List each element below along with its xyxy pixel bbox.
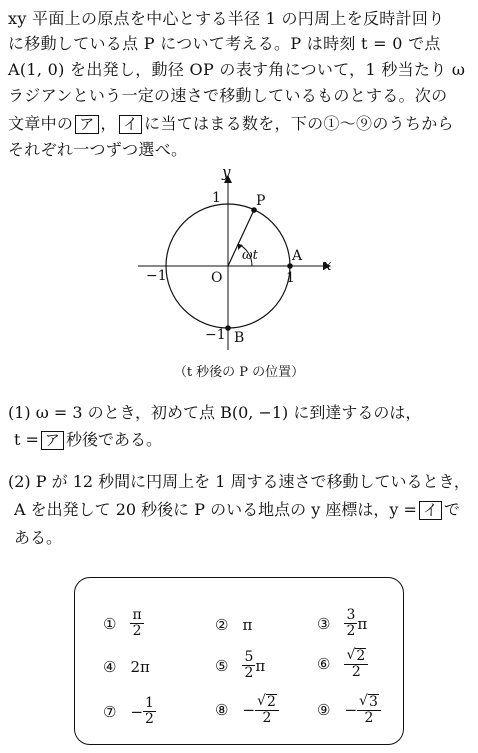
choice-6-root-sign: √	[346, 647, 356, 663]
q2-line-1: (2) P が 12 秒間に円周上を 1 周する速さで移動しているとき，	[8, 472, 470, 491]
intro-line-5a: 文章中の	[8, 114, 74, 133]
choice-9-fraction	[357, 694, 381, 726]
choice-2-value: π	[242, 616, 253, 634]
label-O: O	[211, 270, 223, 286]
intro-line-4: ラジアンという一定の速さで移動しているものとする。次の	[8, 86, 448, 105]
choice-8-radicand: 2	[266, 694, 276, 710]
q1-line-2b: 秒後である。	[65, 430, 162, 449]
choice-3	[317, 608, 367, 639]
choice-8-sign: −	[242, 701, 256, 719]
q1-line-2	[14, 427, 162, 450]
choice-9-denominator: 2	[364, 710, 374, 726]
choice-8-root-sign: √	[257, 693, 266, 709]
choice-8-fraction	[255, 694, 279, 726]
intro-line-5c: に当てはまる数を，下の①～⑨のうちから	[144, 114, 454, 133]
choice-6-radicand: 2	[356, 648, 366, 664]
choice-3-numerator: 3	[346, 607, 356, 623]
choice-3-denominator: 2	[346, 623, 356, 639]
choice-6-fraction	[344, 648, 368, 680]
label-y: y	[222, 163, 231, 181]
choice-7-fraction	[143, 696, 156, 727]
choice-6-sqrt	[346, 648, 366, 664]
q2-line-2b: で	[443, 500, 460, 519]
q2-answer-box: イ	[419, 501, 442, 520]
choice-5-denominator: 2	[244, 665, 254, 681]
choice-6	[317, 648, 368, 680]
choice-5-number: ⑤	[215, 656, 229, 675]
intro-line-3: A(1, 0) を出発し，動径 OP の表す角について，1 秒当たり ω	[8, 60, 466, 79]
choice-7-sign: −	[130, 702, 144, 721]
q1-answer-box: ア	[41, 431, 64, 450]
choice-8	[215, 694, 279, 726]
label-B: B	[234, 330, 245, 346]
choice-7-denominator: 2	[145, 711, 154, 727]
choice-8-denominator: 2	[262, 710, 272, 726]
label-omega-t: ωt	[242, 248, 258, 263]
label-P: P	[256, 193, 266, 209]
intro-line-1: xy 平面上の原点を中心とする半径 1 の円周上を反時計回り	[8, 9, 445, 28]
label-1-right: 1	[286, 270, 295, 286]
answer-box-a: ア	[75, 115, 98, 134]
choices-box	[74, 577, 404, 745]
q2-line-2a: A を出発して 20 秒後に P のいる地点の y 座標は，y =	[14, 500, 417, 519]
label-minus1-bottom: −1	[205, 327, 226, 343]
label-x: x	[323, 256, 332, 274]
choice-9-radicand: 3	[368, 694, 378, 710]
choice-4	[103, 658, 150, 676]
choice-7	[103, 696, 156, 727]
choice-1	[103, 608, 144, 639]
intro-line-5b: ，	[100, 114, 117, 133]
choice-1-fraction	[130, 608, 143, 639]
choice-2	[215, 616, 252, 634]
choice-9-sign: −	[344, 701, 358, 719]
unit-circle-figure	[0, 0, 478, 360]
choice-4-value: 2π	[130, 658, 150, 676]
choice-2-number: ②	[215, 616, 229, 634]
choice-7-numerator: 1	[145, 695, 154, 711]
choice-3-tail: π	[357, 614, 368, 633]
choice-3-fraction	[344, 608, 357, 639]
choice-9	[317, 694, 381, 726]
choice-1-numerator: π	[132, 607, 142, 623]
q1-line-1: (1) ω = 3 のとき，初めて点 B(0, −1) に到達するのは，	[8, 403, 422, 422]
choice-5-numerator: 5	[244, 649, 254, 665]
intro-line-2: に移動している点 P について考える。P は時刻 t = 0 で点	[8, 34, 441, 53]
point-A	[287, 263, 293, 269]
point-B	[225, 325, 231, 331]
choice-9-number: ⑨	[317, 701, 331, 719]
choice-4-number: ④	[103, 658, 117, 676]
choice-8-number: ⑧	[215, 701, 229, 719]
choice-3-number: ③	[317, 614, 331, 633]
choice-7-number: ⑦	[103, 702, 117, 721]
choice-6-number: ⑥	[317, 655, 331, 673]
choice-5-tail: π	[255, 656, 266, 675]
choice-5	[215, 650, 265, 681]
label-A: A	[292, 248, 303, 264]
choice-8-sqrt	[257, 694, 277, 710]
q2-line-2	[14, 497, 460, 520]
choice-9-sqrt	[359, 694, 379, 710]
q1-line-2a: t =	[14, 430, 39, 449]
choice-1-number: ①	[103, 614, 117, 633]
label-minus1-left: −1	[146, 268, 167, 284]
answer-box-i: イ	[119, 115, 142, 134]
figure-caption: （t 秒後の P の位置）	[173, 365, 305, 380]
choice-9-root-sign: √	[359, 693, 368, 709]
label-1-top: 1	[212, 190, 221, 206]
q2-line-3: ある。	[14, 528, 63, 547]
choice-6-denominator: 2	[351, 664, 361, 680]
intro-line-6: それぞれ一つずつ選べ。	[8, 140, 188, 159]
choice-1-denominator: 2	[132, 623, 142, 639]
choice-5-fraction	[242, 650, 255, 681]
